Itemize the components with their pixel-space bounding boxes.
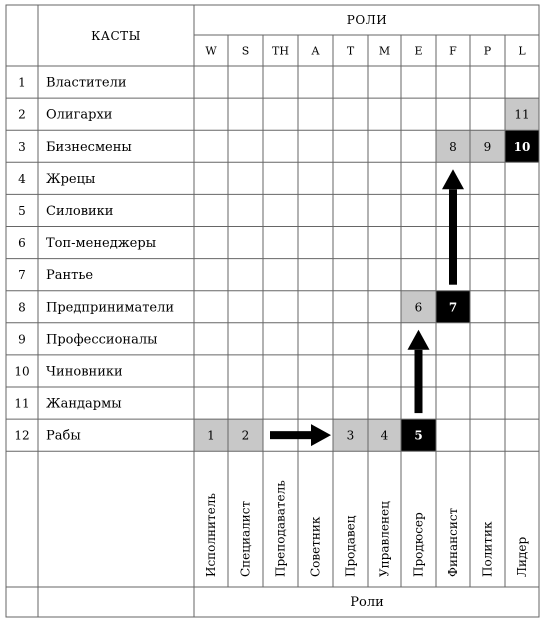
caste-name: Чиновники: [46, 364, 123, 380]
castes-header: КАСТЫ: [91, 29, 141, 43]
step-label-4: 4: [380, 428, 389, 443]
role-name: Исполнитель: [204, 493, 218, 577]
caste-number: 12: [14, 428, 30, 443]
role-name: Лидер: [515, 536, 529, 577]
arrow-head: [442, 169, 464, 189]
caste-name: Рантье: [46, 268, 94, 284]
step-label-1: 1: [207, 428, 215, 443]
role-code: T: [346, 44, 355, 58]
caste-number: 3: [18, 139, 26, 154]
step-label-3: 3: [346, 428, 355, 443]
caste-name: Силовики: [46, 203, 114, 219]
role-code: M: [378, 44, 391, 58]
role-name: Политик: [480, 521, 495, 577]
roles-header: РОЛИ: [346, 13, 388, 27]
caste-name: Жандармы: [46, 396, 122, 412]
arrow-shaft: [415, 350, 423, 413]
role-code: E: [414, 44, 423, 58]
arrow-shaft: [270, 431, 311, 439]
arrow-1: [270, 424, 331, 446]
caste-name: Олигархи: [46, 107, 113, 123]
step-label-8: 8: [449, 139, 457, 154]
caste-number: 11: [14, 396, 30, 411]
caste-name: Профессионалы: [46, 332, 158, 348]
caste-number: 2: [18, 107, 26, 122]
role-code: A: [311, 44, 320, 58]
role-name: Управленец: [377, 501, 392, 577]
step-label-10: 10: [513, 139, 531, 154]
role-code: L: [518, 44, 526, 58]
text-layer: [14, 13, 530, 610]
caste-number: 6: [18, 236, 26, 251]
role-name: Советник: [308, 516, 323, 577]
caste-name: Бизнесмены: [46, 139, 132, 155]
step-label-5: 5: [414, 428, 423, 443]
role-name: Преподаватель: [273, 480, 288, 577]
role-name: Специалист: [238, 500, 253, 577]
role-code: F: [449, 44, 457, 58]
role-name: Продюсер: [411, 512, 426, 577]
arrow-shaft: [449, 189, 457, 284]
caste-number: 8: [18, 300, 26, 315]
step-label-7: 7: [448, 300, 458, 315]
role-name: Финансист: [446, 507, 460, 577]
role-code: W: [205, 44, 217, 58]
role-name: Продавец: [343, 515, 358, 577]
caste-name: Властители: [46, 75, 127, 91]
caste-name: Жрецы: [46, 171, 96, 187]
role-code: P: [483, 44, 492, 58]
caste-name: Топ-менеджеры: [46, 236, 157, 252]
caste-number: 4: [18, 171, 26, 186]
step-label-6: 6: [414, 300, 423, 315]
role-code: S: [241, 44, 250, 58]
caste-number: 1: [18, 75, 26, 90]
caste-name: Предприниматели: [46, 300, 175, 316]
arrow-head: [311, 424, 331, 446]
arrow-head: [408, 330, 430, 350]
caste-number: 7: [18, 268, 26, 283]
arrow-2: [408, 330, 430, 413]
caste-number: 5: [18, 203, 26, 218]
footer-roles-label: Роли: [350, 595, 384, 610]
caste-number: 9: [18, 332, 26, 347]
step-label-2: 2: [241, 428, 250, 443]
caste-number: 10: [14, 364, 30, 379]
caste-name: Рабы: [46, 428, 81, 444]
step-label-9: 9: [483, 139, 492, 154]
step-label-11: 11: [514, 107, 530, 122]
role-code: TH: [272, 44, 289, 58]
